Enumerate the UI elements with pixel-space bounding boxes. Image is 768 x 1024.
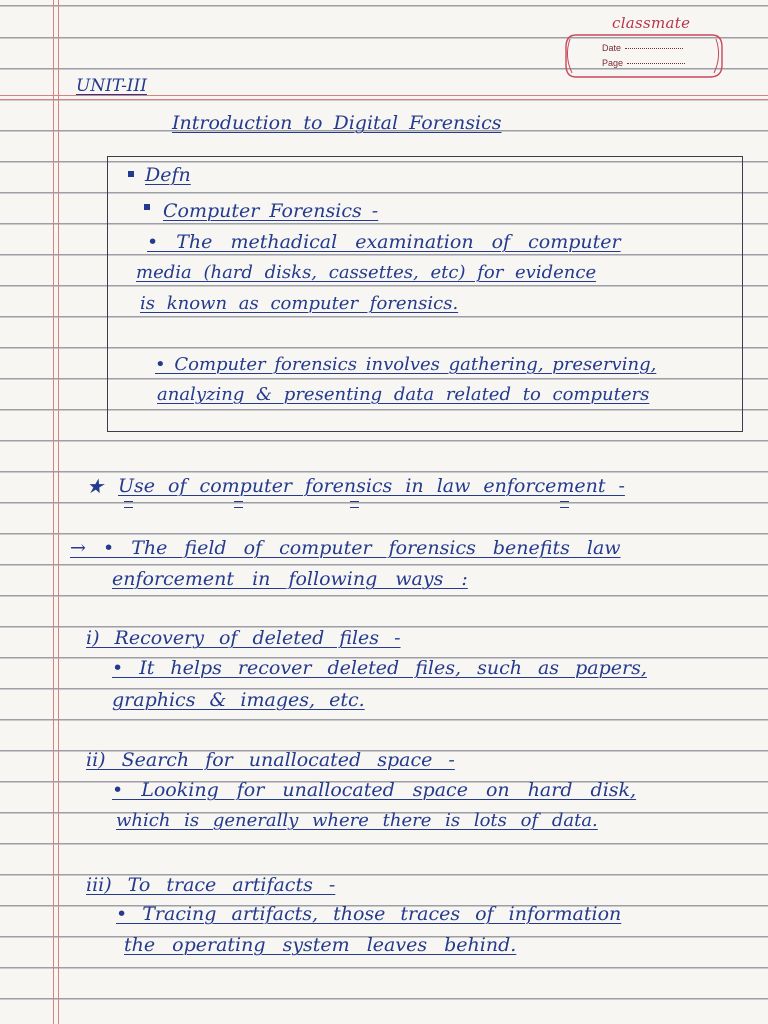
intro-line: enforcement in following ways : xyxy=(112,568,468,590)
intro-line: → • The field of computer forensics benefits law xyxy=(70,537,621,559)
point-line: • It helps recover deleted files, such as papers, xyxy=(112,657,647,679)
definition-line: • Computer forensics involves gathering, preserving, xyxy=(155,354,657,375)
point-line: which is generally where there is lots of data. xyxy=(116,810,598,831)
double-underline-mark xyxy=(350,501,359,508)
brand-logo: classmate xyxy=(612,14,691,32)
point-line: the operating system leaves behind. xyxy=(124,934,517,956)
definition-line: is known as computer forensics. xyxy=(140,293,459,314)
section-heading: Use of computer forensics in law enforcement - xyxy=(118,475,625,497)
unit-label: UNIT-III xyxy=(76,76,147,96)
point-heading: ii) Search for unallocated space - xyxy=(86,749,455,771)
double-underline-mark xyxy=(124,501,133,508)
margin-line-left xyxy=(53,0,54,1024)
star-bullet-icon: ★ xyxy=(86,474,104,498)
page-title: Introduction to Digital Forensics xyxy=(172,112,502,134)
double-underline-mark xyxy=(234,501,243,508)
point-line: graphics & images, etc. xyxy=(112,689,365,711)
date-label: Date xyxy=(602,43,622,53)
point-heading: iii) To trace artifacts - xyxy=(86,874,336,896)
definition-line: • The methadical examination of computer xyxy=(147,231,621,253)
square-bullet-icon xyxy=(128,171,134,177)
definition-line: media (hard disks, cassettes, etc) for evidence xyxy=(136,262,597,283)
date-field xyxy=(602,43,683,53)
definition-subheading: Computer Forensics - xyxy=(163,200,379,222)
page-field xyxy=(602,58,685,68)
date-box-frame xyxy=(562,29,724,83)
point-line: • Tracing artifacts, those traces of information xyxy=(116,903,622,925)
point-heading: i) Recovery of deleted files - xyxy=(86,627,401,649)
margin-line-right xyxy=(58,0,59,1024)
definition-heading: Defn xyxy=(145,164,191,186)
header-rule-2 xyxy=(0,99,768,100)
square-bullet-icon xyxy=(144,204,150,210)
date-page-box xyxy=(562,29,724,83)
double-underline-mark xyxy=(560,501,569,508)
page-label: Page xyxy=(602,58,624,68)
definition-line: analyzing & presenting data related to computers xyxy=(157,384,650,405)
point-line: • Looking for unallocated space on hard disk, xyxy=(112,779,637,801)
